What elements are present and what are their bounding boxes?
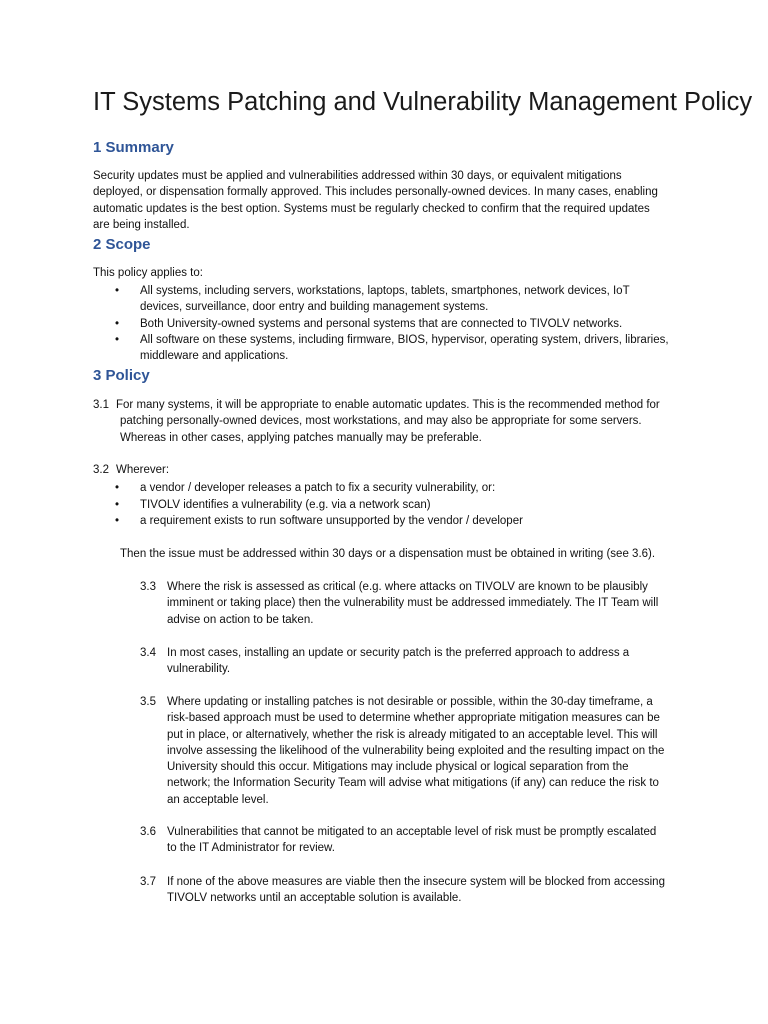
text-line: University should this occur. Mitigations may include physical or logical separation from the [167, 761, 629, 774]
text-line: Where updating or installing patches is not desirable or possible, within the 30-day timeframe, a [167, 696, 653, 708]
list-item [115, 497, 725, 513]
text-line: patching personally-owned devices, most workstations, and may also be appropriate for some servers. [120, 415, 642, 428]
text-line: Where the risk is assessed as critical (e.g. where attacks on TIVOLV are known to be plausibly [167, 581, 648, 593]
clause-number: 3.3 [140, 581, 156, 593]
bullet-icon: • [115, 318, 120, 330]
text-line: imminent or taking place) then the vulnerability must be addressed immediately. The IT Team will [167, 597, 659, 610]
text-line: Security updates must be applied and vulnerabilities addressed within 30 days, or equivalent mitigations [93, 170, 622, 182]
clause-3-5 [167, 694, 727, 808]
bullet-icon: • [115, 285, 120, 297]
text-line: risk-based approach must be used to determine whether appropriate mitigation measures can be [167, 712, 660, 725]
clause-3-7 [167, 874, 727, 907]
clause-number: 3.7 [140, 876, 156, 888]
text-line: network; the Information Security Team will advise what mitigations (if any) can reduce the risk to [167, 777, 659, 790]
list-item-text: devices, surveillance, door entry and building management systems. [140, 301, 489, 314]
list-item [115, 283, 725, 316]
list-item-text: All systems, including servers, workstations, laptops, tablets, smartphones, network devices, IoT [140, 285, 630, 297]
list-item-text: TIVOLV identifies a vulnerability (e.g. via a network scan) [140, 499, 431, 511]
section-heading-policy: 3 Policy [93, 367, 150, 384]
clause-number: 3.1 [93, 399, 109, 411]
bullet-icon: • [115, 499, 120, 511]
text-line: involve assessing the likelihood of the vulnerability being exploited and the resulting impact on the [167, 744, 665, 757]
bullet-icon: • [115, 334, 120, 346]
text-line: are being installed. [93, 218, 190, 231]
clause-3-6 [167, 824, 727, 857]
section-heading-summary: 1 Summary [93, 139, 174, 156]
clause-3-3 [167, 579, 727, 628]
list-item-text: middleware and applications. [140, 350, 289, 363]
clause-3-4 [167, 645, 727, 678]
clause-number: 3.6 [140, 826, 156, 838]
list-item [115, 316, 725, 332]
text-line: In most cases, installing an update or security patch is the preferred approach to address a [167, 647, 630, 659]
text-line: advise on action to be taken. [167, 613, 314, 626]
list-item [115, 480, 725, 496]
scope-intro: This policy applies to: [93, 267, 203, 279]
clause-3-2-then: Then the issue must be addressed within 30 days or a dispensation must be obtained in writing (see 3.6). [120, 548, 656, 560]
clause-3-1 [116, 397, 736, 446]
text-line: Vulnerabilities that cannot be mitigated to an acceptable level of risk must be promptly escalated [167, 826, 657, 838]
text-line: vulnerability. [167, 663, 231, 676]
list-item-text: a requirement exists to run software unsupported by the vendor / developer [140, 515, 523, 527]
text-line: automatic updates is the best option. Systems must be regularly checked to confirm that the required updates [93, 202, 650, 215]
list-item-text: a vendor / developer releases a patch to fix a security vulnerability, or: [140, 482, 496, 494]
bullet-icon: • [115, 482, 120, 494]
text-line: If none of the above measures are viable then the insecure system will be blocked from accessing [167, 876, 665, 888]
section-heading-scope: 2 Scope [93, 236, 151, 253]
text-line: put in place, or alternatively, whether the risk is already mitigated to an acceptable level. This will [167, 728, 658, 741]
summary-paragraph [93, 168, 733, 233]
text-line: Whereas in other cases, applying patches manually may be preferable. [120, 431, 482, 444]
list-item-text: All software on these systems, including firmware, BIOS, hypervisor, operating system, drivers, libraries, [140, 334, 669, 346]
list-item [115, 332, 725, 365]
text-line: an acceptable level. [167, 793, 269, 806]
clause-number: 3.5 [140, 696, 156, 708]
text-line: to the IT Administrator for review. [167, 842, 335, 855]
text-line: TIVOLV networks until an acceptable solution is available. [167, 892, 462, 905]
clause-number: 3.2 [93, 464, 109, 476]
clause-number: 3.4 [140, 647, 156, 659]
clause-3-2-lead: Wherever: [116, 464, 170, 476]
text-line: For many systems, it will be appropriate to enable automatic updates. This is the recommended method for [116, 399, 660, 411]
list-item [115, 513, 725, 529]
bullet-icon: • [115, 515, 120, 527]
document-title: IT Systems Patching and Vulnerability Management Policy [93, 88, 753, 116]
list-item-text: Both University-owned systems and personal systems that are connected to TIVOLV networks. [140, 318, 623, 330]
text-line: deployed, or dispensation formally approved. This includes personally-owned devices. In many cases, enabling [93, 186, 658, 199]
